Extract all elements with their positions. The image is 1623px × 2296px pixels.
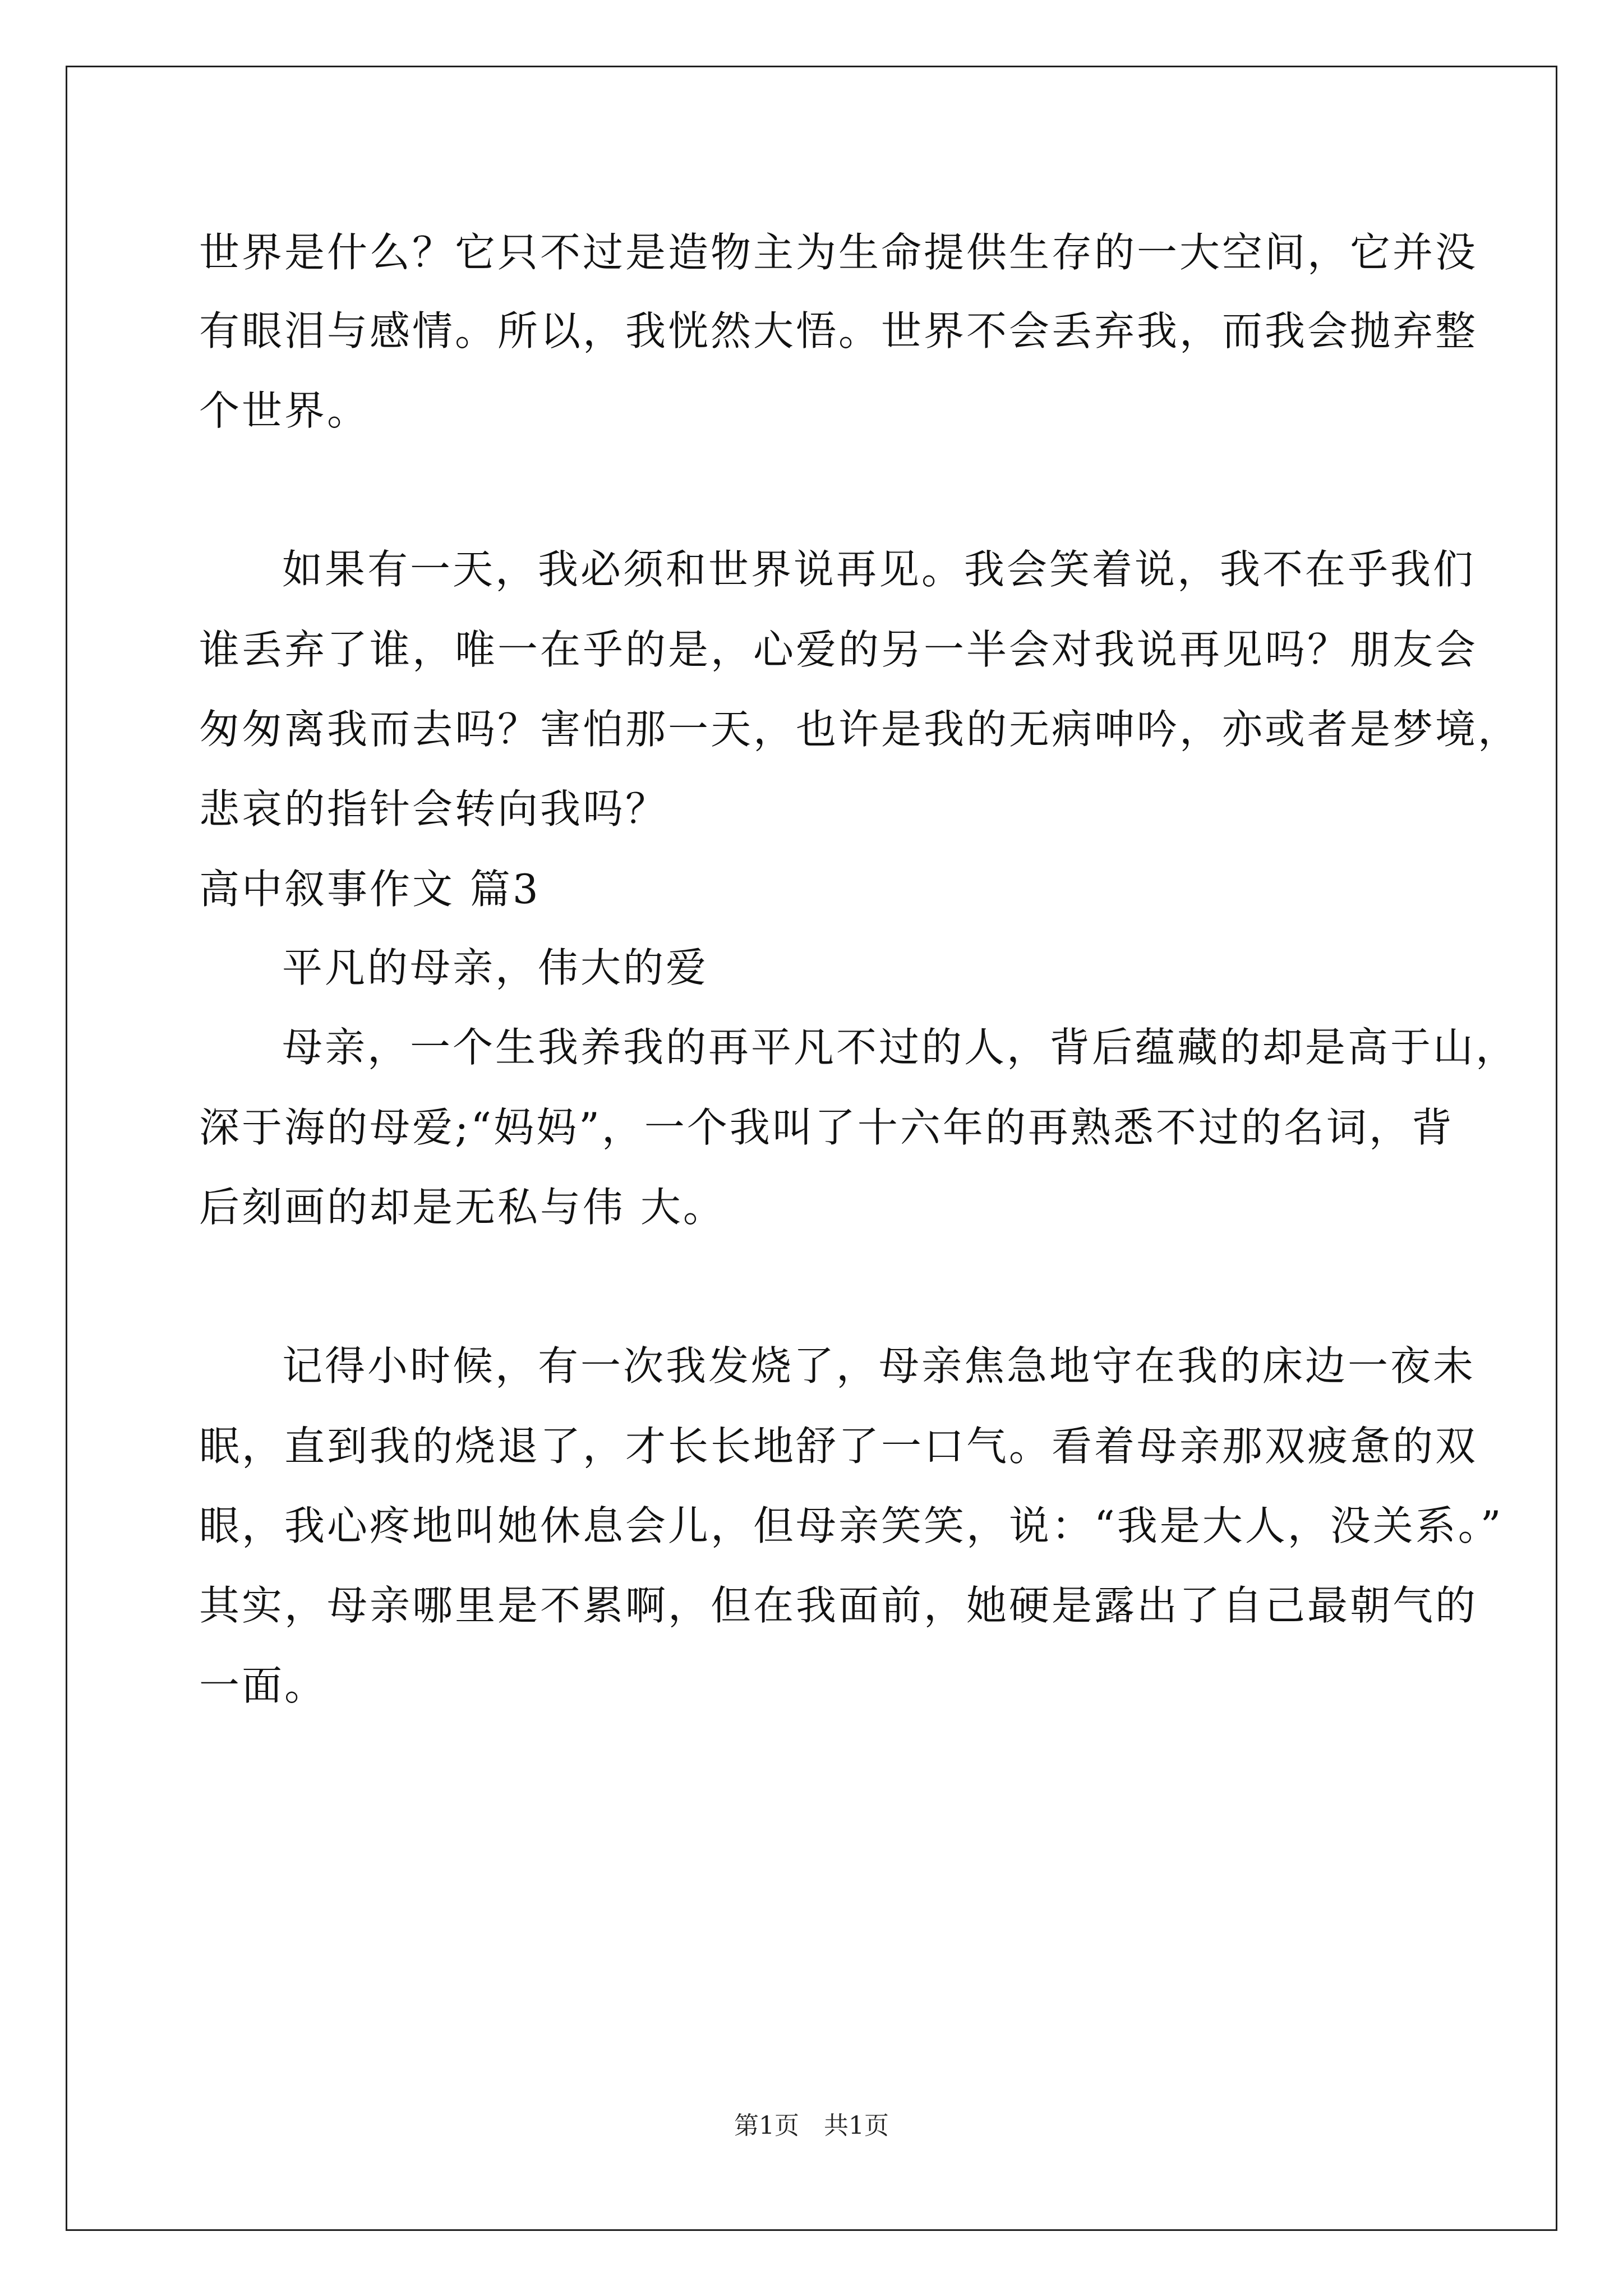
paragraph-2-line-4: 悲哀的指针会转向我吗？ — [199, 785, 668, 832]
essay-title: 平凡的母亲，伟大的爱 — [282, 944, 709, 991]
paragraph-2-line-3: 匆匆离我而去吗？害怕那一天，也许是我的无病呻吟，亦或者是梦境， — [199, 706, 1521, 753]
page-footer: 第1页 共1页 — [734, 2111, 889, 2140]
paragraph-4-line-4: 其实，母亲哪里是不累啊，但在我面前，她硬是露出了自己最朝气的 — [199, 1582, 1478, 1629]
paragraph-2-line-1: 如果有一天，我必须和世界说再见。我会笑着说，我不在乎我们 — [282, 546, 1476, 593]
paragraph-1-line-1: 世界是什么？它只不过是造物主为生命提供生存的一大空间，它并没 — [199, 229, 1478, 276]
paragraph-3-line-2: 深于海的母爱;“妈妈”，一个我叫了十六年的再熟悉不过的名词，背 — [199, 1104, 1454, 1151]
paragraph-1-line-3: 个世界。 — [199, 387, 370, 434]
paragraph-2-line-2: 谁丢弃了谁，唯一在乎的是，心爱的另一半会对我说再见吗？朋友会 — [199, 626, 1478, 673]
section-heading: 高中叙事作文 篇3 — [199, 866, 541, 913]
paragraph-1-line-2: 有眼泪与感情。所以，我恍然大悟。世界不会丢弃我，而我会抛弃整 — [199, 307, 1478, 355]
paragraph-4-line-2: 眠，直到我的烧退了，才长长地舒了一口气。看着母亲那双疲惫的双 — [199, 1423, 1478, 1470]
paragraph-3-line-3: 后刻画的却是无私与伟 大。 — [199, 1184, 726, 1231]
paragraph-4-line-3: 眼，我心疼地叫她休息会儿，但母亲笑笑，说：“我是大人，没关系。” — [199, 1502, 1504, 1549]
paragraph-4-line-5: 一面。 — [199, 1662, 328, 1709]
paragraph-4-line-1: 记得小时候，有一次我发烧了，母亲焦急地守在我的床边一夜未 — [282, 1342, 1476, 1389]
paragraph-3-line-1: 母亲，一个生我养我的再平凡不过的人，背后蕴藏的却是高于山， — [282, 1024, 1519, 1071]
